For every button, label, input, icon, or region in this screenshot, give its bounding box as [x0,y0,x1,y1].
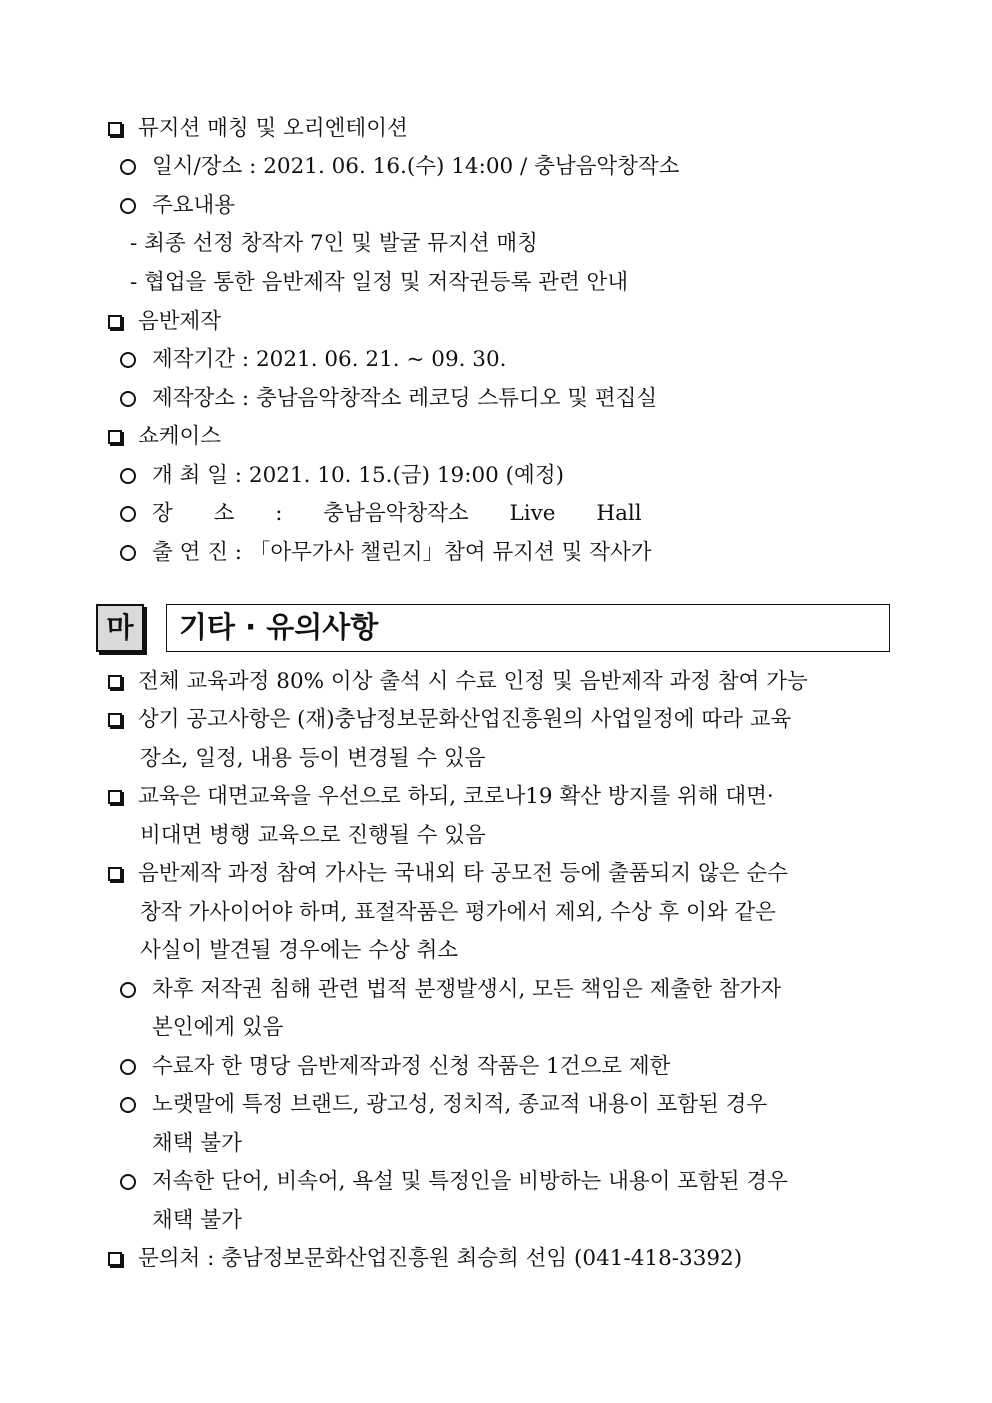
square-bullet-icon [108,867,122,881]
circle-bullet-icon [120,982,136,998]
item-venue: 장 소 : 충남음악창작소 Live Hall [0,495,992,533]
square-bullet-icon [108,122,122,136]
note-continuation: 창작 가사이어야 하며, 표절작품은 평가에서 제외, 수상 후 이와 같은 [140,900,776,925]
note-item: 전체 교육과정 80% 이상 출석 시 수료 인정 및 음반제작 과정 참여 가능 [0,663,992,701]
circle-bullet-icon [120,506,136,522]
sub-continuation: 채택 불가 [152,1131,242,1156]
circle-bullet-icon [120,391,136,407]
dash-item: - 최종 선정 창작자 7인 및 발굴 뮤지션 매칭 [130,231,538,256]
sub-item: 저속한 단어, 비속어, 욕설 및 특정인을 비방하는 내용이 포함된 경우 [0,1163,992,1201]
note-continuation: 비대면 병행 교육으로 진행될 수 있음 [140,823,486,848]
section-marker: 마 [96,604,144,652]
sub-item: 수료자 한 명당 음반제작과정 신청 작품은 1건으로 제한 [0,1048,992,1086]
section-heading-album: 음반제작 [0,303,992,341]
sub-item: 차후 저작권 침해 관련 법적 분쟁발생시, 모든 책임은 제출한 참가자 [0,971,992,1009]
item-period: 제작기간 : 2021. 06. 21. ~ 09. 30. [0,341,992,379]
square-bullet-icon [108,790,122,804]
item-schedule: 일시/장소 : 2021. 06. 16.(수) 14:00 / 충남음악창작소 [0,148,992,186]
square-bullet-icon [108,430,122,444]
circle-bullet-icon [120,198,136,214]
circle-bullet-icon [120,468,136,484]
circle-bullet-icon [120,1097,136,1113]
circle-bullet-icon [120,545,136,561]
square-bullet-icon [108,713,122,727]
item-date: 개 최 일 : 2021. 10. 15.(금) 19:00 (예정) [0,457,992,495]
square-bullet-icon [108,315,122,329]
square-bullet-icon [108,1252,122,1266]
circle-bullet-icon [120,1059,136,1075]
section-title: 기타 · 유의사항 [166,604,890,652]
contact-item: 문의처 : 충남정보문화산업진흥원 최승희 선임 (041-418-3392) [0,1240,992,1278]
note-continuation: 장소, 일정, 내용 등이 변경될 수 있음 [140,746,486,771]
sub-continuation: 본인에게 있음 [152,1015,284,1040]
note-item: 상기 공고사항은 (재)충남정보문화산업진흥원의 사업일정에 따라 교육 [0,701,992,739]
note-continuation: 사실이 발견될 경우에는 수상 취소 [140,938,459,963]
sub-continuation: 채택 불가 [152,1208,242,1233]
item-place: 제작장소 : 충남음악창작소 레코딩 스튜디오 및 편집실 [0,380,992,418]
circle-bullet-icon [120,159,136,175]
circle-bullet-icon [120,1174,136,1190]
item-cast: 출 연 진 : 「아무가사 챌린지」참여 뮤지션 및 작사가 [0,534,992,572]
note-item: 음반제작 과정 참여 가사는 국내외 타 공모전 등에 출품되지 않은 순수 [0,855,992,893]
section-heading-showcase: 쇼케이스 [0,418,992,456]
circle-bullet-icon [120,352,136,368]
sub-item: 노랫말에 특정 브랜드, 광고성, 정치적, 종교적 내용이 포함된 경우 [0,1086,992,1124]
section-heading-matching: 뮤지션 매칭 및 오리엔테이션 [0,110,992,148]
dash-item: - 협업을 통한 음반제작 일정 및 저작권등록 관련 안내 [130,270,629,295]
note-item: 교육은 대면교육을 우선으로 하되, 코로나19 확산 방지를 위해 대면· [0,778,992,816]
item-contents: 주요내용 [0,187,992,225]
square-bullet-icon [108,675,122,689]
